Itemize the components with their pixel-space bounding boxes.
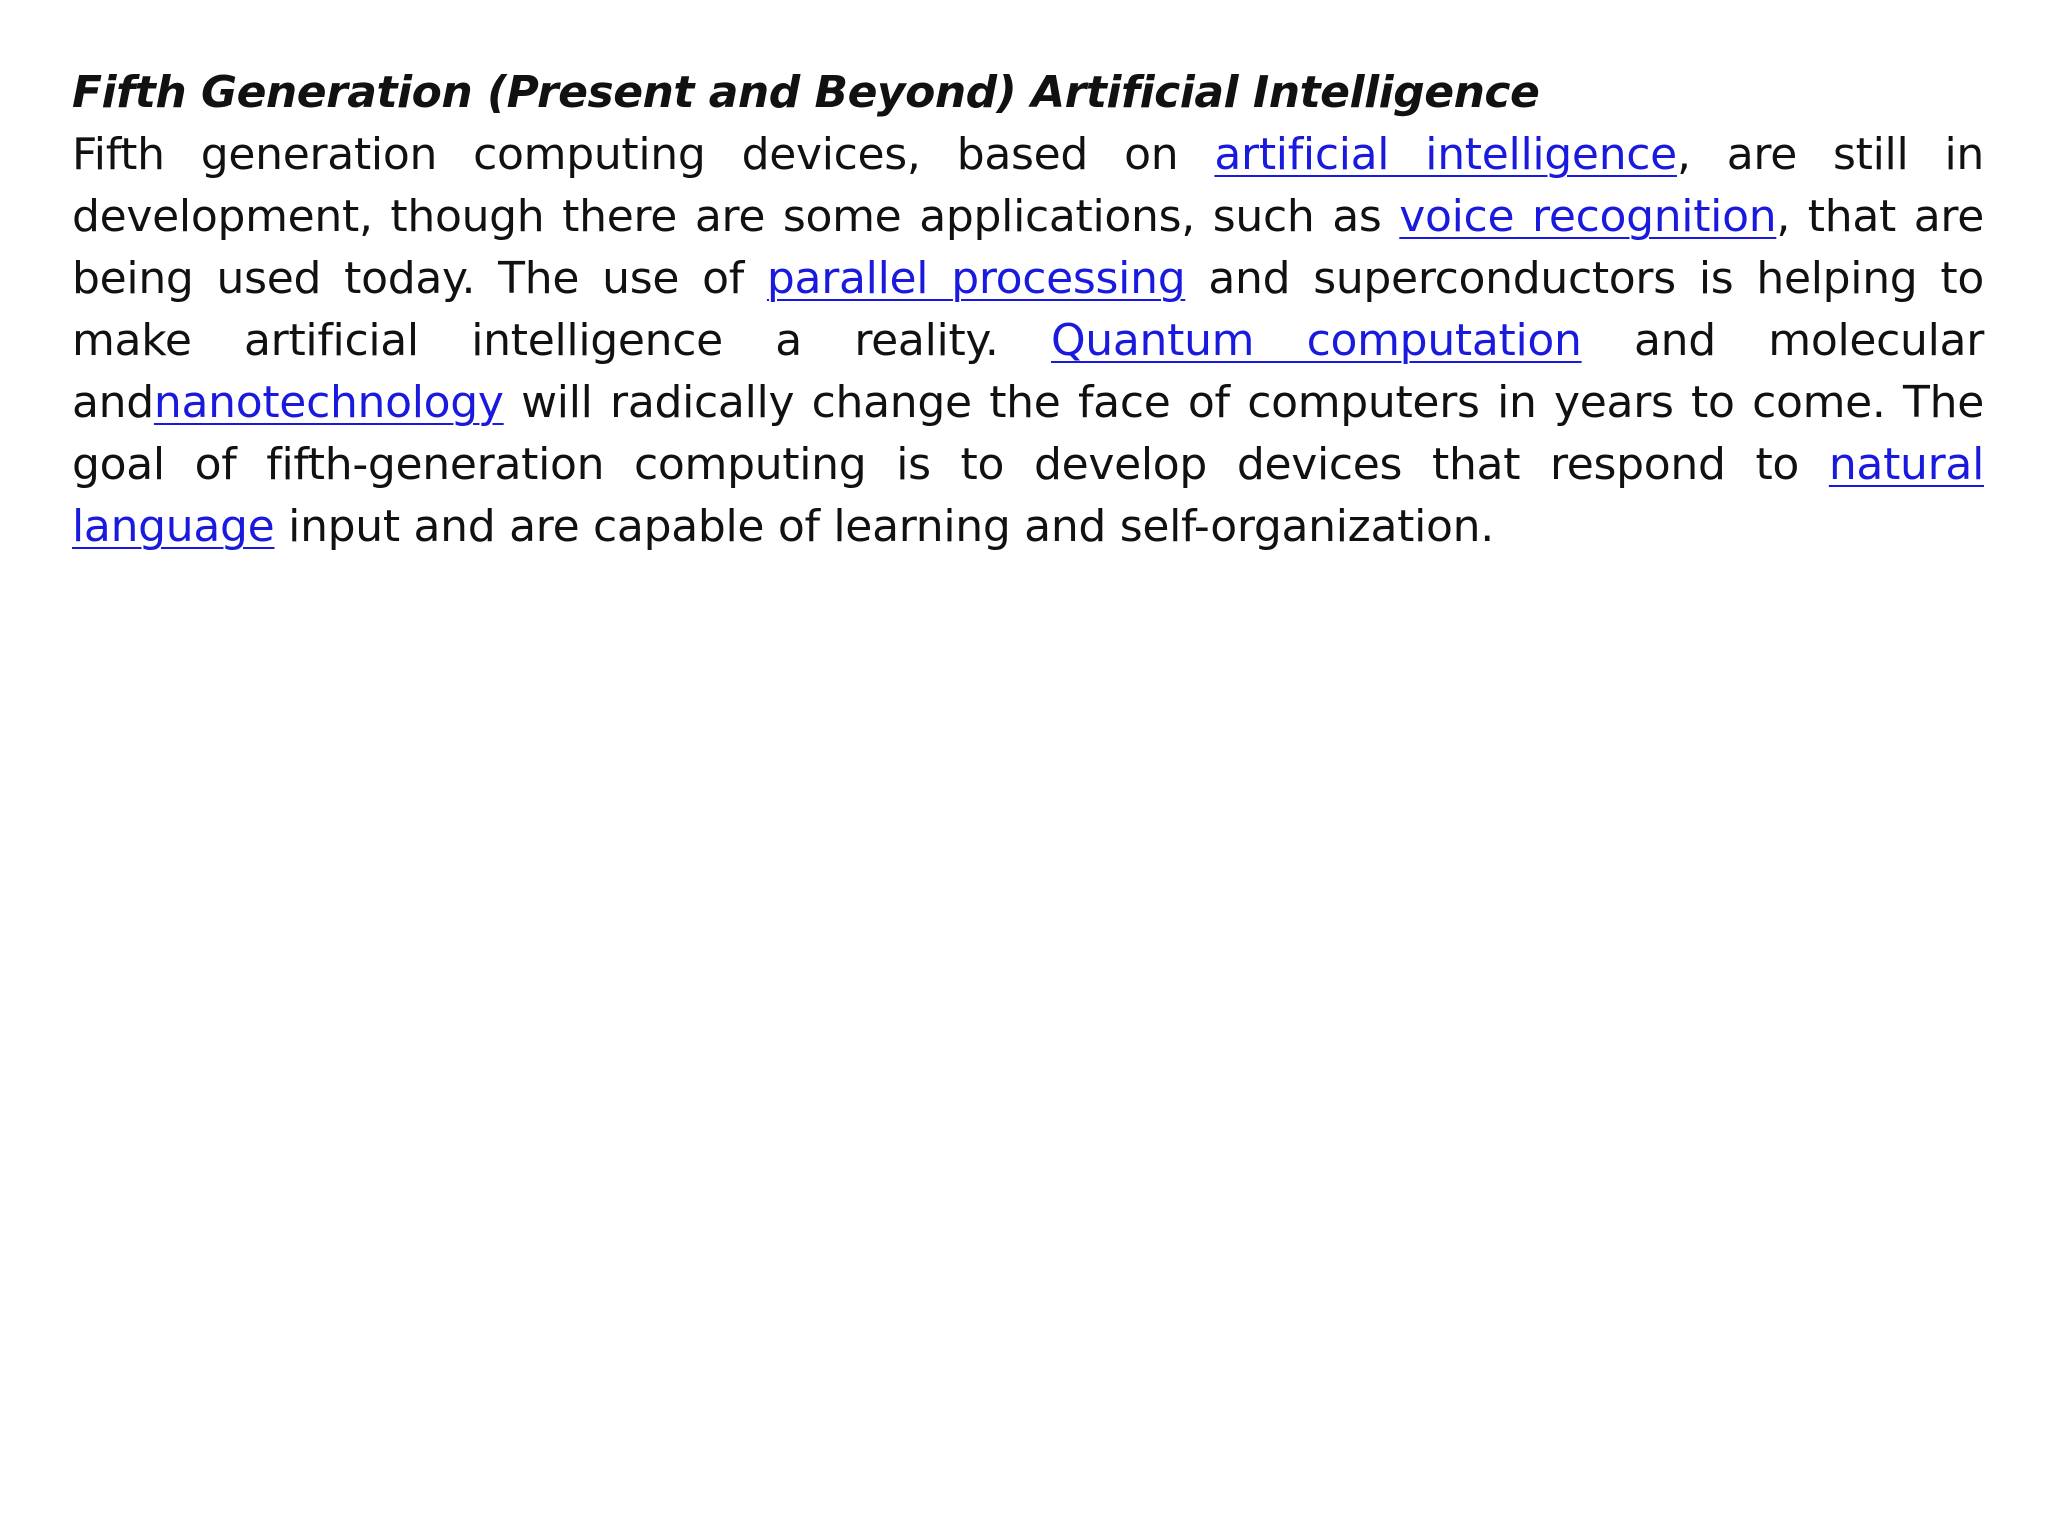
- link-nanotechnology[interactable]: nanotechnology: [153, 377, 504, 428]
- link-voice-recognition[interactable]: voice recognition: [1399, 191, 1777, 242]
- link-quantum-computation[interactable]: Quantum computation: [1050, 315, 1582, 366]
- text-segment: and molecular and: [72, 315, 1985, 428]
- body-paragraph: [72, 124, 1984, 558]
- slide-heading: Fifth Generation (Present and Beyond) Artificial Intelligence: [72, 67, 1540, 118]
- slide-content: [72, 62, 1984, 558]
- text-segment: , are still in development, though there are some applications, such as: [72, 129, 1984, 242]
- link-natural-language[interactable]: natural language: [72, 439, 1984, 552]
- text-segment: , that are being used today. The use of: [72, 191, 1984, 304]
- text-segment: Fifth generation computing devices, based on: [72, 129, 1215, 180]
- text-segment: input and are capable of learning and self-organization.: [274, 501, 1494, 552]
- link-artificial-intelligence[interactable]: artificial intelligence: [1214, 129, 1677, 180]
- text-segment: will radically change the face of computers in years to come. The goal of fifth-generation computing is to develop devices that respond to: [72, 377, 1984, 490]
- text-segment: and superconductors is helping to make artificial intelligence a reality.: [72, 253, 1985, 366]
- link-parallel-processing[interactable]: parallel processing: [766, 253, 1186, 304]
